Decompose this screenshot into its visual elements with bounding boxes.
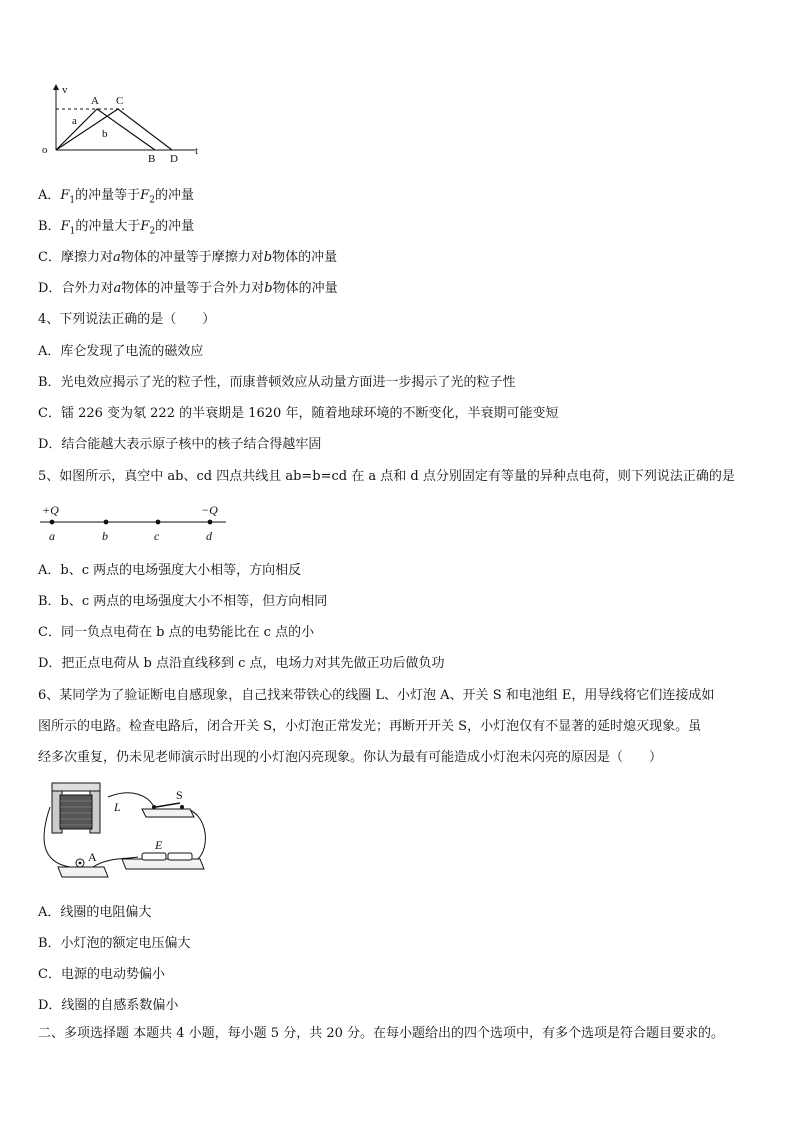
- q4-stem: 4、下列说法正确的是（ ）: [38, 312, 216, 327]
- q3-option-d: D．合外力对a物体的冲量等于合外力对b物体的冲量: [38, 281, 338, 296]
- q6-stem-line-1: 6、某同学为了验证断电自感现象，自己找来带铁心的线圈 L、小灯泡 A、开关 S 和电池组 E，用导线将它们连接成如: [38, 688, 715, 703]
- origin-label: o: [42, 144, 48, 156]
- q3-option-a: A．$F_1$的冲量等于$F_2$的冲量: [38, 188, 194, 206]
- q5-stem: 5、如图所示，真空中 ab、cd 四点共线且 ab=b=cd 在 a 点和 d 点分别固定有等量的异种点电荷，则下列说法正确的是: [38, 469, 735, 484]
- lamp-A-label: A: [88, 850, 97, 864]
- coil-L-label: L: [114, 800, 121, 814]
- q6-option-b: B．小灯泡的额定电压偏大: [38, 936, 191, 951]
- q4-option-d: D．结合能越大表示原子核中的核子结合得越牢固: [38, 437, 322, 452]
- circuit-figure: [38, 777, 218, 887]
- q5-option-a: A．b、c 两点的电场强度大小相等，方向相反: [38, 563, 302, 578]
- q3-option-c: C．摩擦力对a物体的冲量等于摩擦力对b物体的冲量: [38, 250, 338, 265]
- point-a-label: a: [49, 529, 55, 543]
- q5-option-d: D．把正点电荷从 b 点沿直线移到 c 点，电场力对其先做正功后做负功: [38, 656, 445, 671]
- point-b-label: b: [102, 529, 108, 543]
- plus-q-label: +Q: [42, 503, 59, 517]
- point-C-label: C: [116, 95, 124, 107]
- point-B-label: B: [148, 153, 156, 164]
- minus-q-label: −Q: [201, 503, 218, 517]
- battery-E-label: E: [155, 838, 163, 852]
- point-d-label: d: [206, 529, 212, 543]
- q5-option-b: B．b、c 两点的电场强度大小不相等，但方向相同: [38, 594, 328, 609]
- point-c-label: c: [154, 529, 160, 543]
- axis-v-label: v: [62, 84, 68, 96]
- line-b-label: b: [102, 128, 108, 140]
- switch-S-label: S: [176, 788, 183, 802]
- line-a-label: a: [72, 115, 77, 127]
- point-D-label: D: [170, 153, 178, 164]
- q5-option-c: C．同一负点电荷在 b 点的电势能比在 c 点的小: [38, 625, 315, 640]
- charges-figure: [38, 500, 238, 546]
- point-A-label: A: [91, 95, 99, 107]
- q4-option-a: A．库仑发现了电流的磁效应: [38, 344, 204, 359]
- axis-t-label: t: [195, 145, 199, 157]
- q6-stem-line-3: 经多次重复，仍未见老师演示时出现的小灯泡闪亮现象。你认为最有可能造成小灯泡未闪亮的原因是（ ）: [38, 750, 663, 765]
- q4-option-b: B．光电效应揭示了光的粒子性，而康普顿效应从动量方面进一步揭示了光的粒子性: [38, 375, 516, 390]
- section-2-header: 二、多项选择题 本题共 4 小题，每小题 5 分，共 20 分。在每小题给出的四个选项中，有多个选项是符合题目要求的。: [38, 1026, 725, 1041]
- q6-option-c: C．电源的电动势偏小: [38, 967, 165, 982]
- q6-option-d: D．线圈的自感系数偏小: [38, 998, 179, 1013]
- q3-option-b: B．$F_1$的冲量大于$F_2$的冲量: [38, 219, 195, 237]
- q6-option-a: A．线圈的电阻偏大: [38, 905, 152, 920]
- q4-option-c: C．镭 226 变为氡 222 的半衰期是 1620 年，随着地球环境的不断变化，半衰期可能变短: [38, 406, 559, 421]
- vt-graph: [40, 82, 210, 164]
- q6-stem-line-2: 图所示的电路。检查电路后，闭合开关 S，小灯泡正常发光；再断开开关 S，小灯泡仅有不显著的延时熄灭现象。虽: [38, 719, 702, 734]
